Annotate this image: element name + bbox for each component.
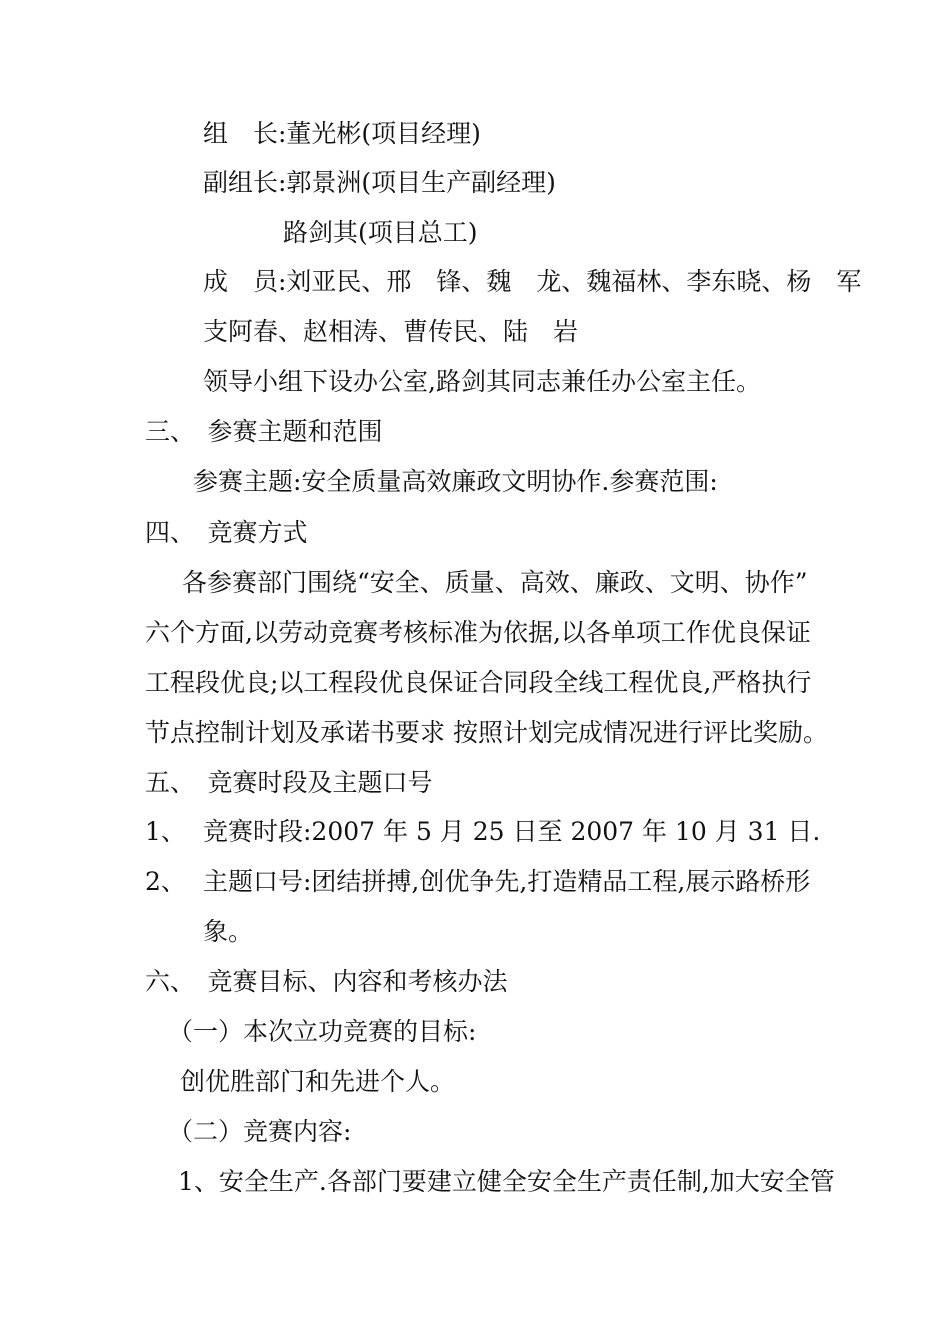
- method-paragraph-line-2: 六个方面,以劳动竞赛考核标准为依据,以各单项工作优良保证: [145, 618, 811, 647]
- method-paragraph-line-4: 节点控制计划及承诺书要求 按照计划完成情况进行评比奖励。: [145, 718, 828, 747]
- section-3-heading: 三、 参赛主题和范围: [145, 417, 383, 446]
- office-line: 领导小组下设办公室,路剑其同志兼任办公室主任。: [203, 367, 761, 396]
- competition-period-line: 竞赛时段:2007 年 5 月 25 日至 2007 年 10 月 31 日.: [203, 817, 821, 846]
- members-line: 成 员:刘亚民、邢 锋、魏 龙、魏福林、李东晓、杨 军: [203, 267, 862, 296]
- theme-line: 参赛主题:安全质量高效廉政文明协作.参赛范围:: [193, 467, 718, 496]
- subsection-2-heading: （二）竞赛内容:: [168, 1117, 352, 1146]
- section-4-heading: 四、 竞赛方式: [145, 518, 308, 547]
- goal-line: 创优胜部门和先进个人。: [180, 1067, 456, 1096]
- method-paragraph-line-3: 工程段优良;以工程段优良保证合同段全线工程优良,严格执行: [145, 668, 812, 697]
- team-leader-line: 组 长:董光彬(项目经理): [203, 119, 481, 148]
- members-line-2: 支阿春、赵相涛、曹传民、陆 岩: [203, 317, 579, 346]
- subsection-1-heading: （一）本次立功竞赛的目标:: [168, 1017, 477, 1046]
- deputy-leader-line-2: 路剑其(项目总工): [283, 218, 478, 247]
- content-item-1-line: 1、安全生产.各部门要建立健全安全生产责任制,加大安全管: [178, 1167, 835, 1196]
- slogan-line: 主题口号:团结拼搏,创优争先,打造精品工程,展示路桥形: [203, 867, 811, 896]
- item-2-number: 2、: [145, 867, 186, 896]
- slogan-line-2: 象。: [203, 917, 254, 946]
- section-5-heading: 五、 竞赛时段及主题口号: [145, 768, 433, 797]
- item-1-number: 1、: [145, 817, 186, 846]
- section-6-heading: 六、 竞赛目标、内容和考核办法: [145, 967, 508, 996]
- deputy-leader-line: 副组长:郭景洲(项目生产副经理): [203, 168, 556, 197]
- method-paragraph-line-1: 各参赛部门围绕“安全、质量、高效、廉政、文明、协作”: [182, 568, 808, 597]
